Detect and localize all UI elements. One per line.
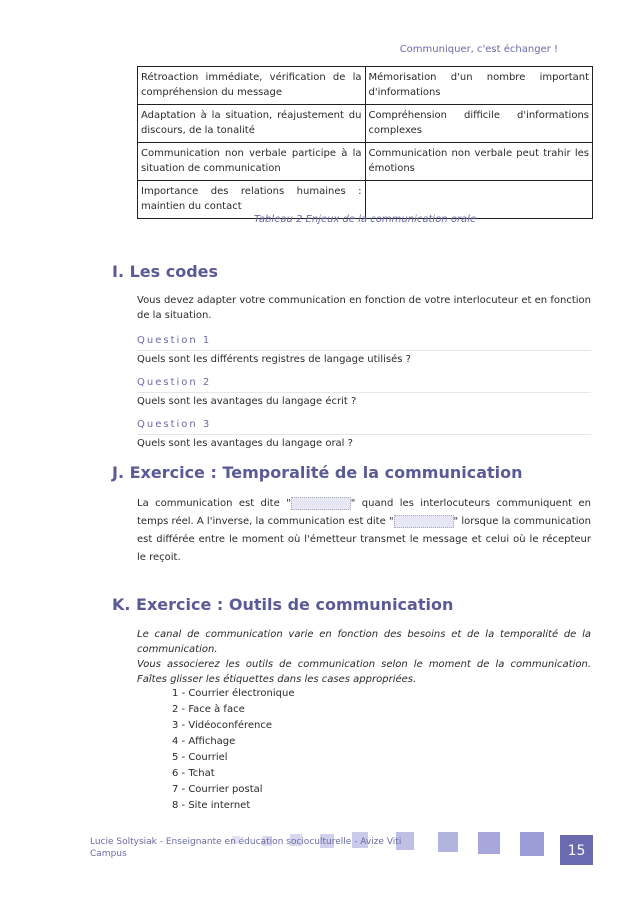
running-header: Communiquer, c'est échanger !	[399, 44, 558, 55]
question-text: Quels sont les différents registres de langage utilisés ?	[137, 350, 591, 367]
table-cell: Importance des relations humaines : maintien du contact	[138, 181, 366, 219]
question-label: Question 1	[137, 335, 212, 346]
draggable-label[interactable]: 6 - Tchat	[172, 768, 215, 779]
draggable-label[interactable]: 4 - Affichage	[172, 736, 236, 747]
question-block	[137, 417, 591, 451]
footer-author: Lucie Soltysiak - Enseignante en éducation socioculturelle - Avize Viti Campus	[90, 837, 402, 859]
question-block	[137, 375, 591, 409]
table-row	[138, 105, 593, 143]
section-title-tools: K. Exercice : Outils de communication	[112, 595, 454, 614]
tools-paragraph: Le canal de communication varie en fonction des besoins et de la temporalité de la communication.	[137, 629, 591, 655]
table-cell: Compréhension difficile d'informations complexes	[365, 105, 593, 143]
table-row	[138, 143, 593, 181]
codes-intro: Vous devez adapter votre communication en fonction de votre interlocuteur et en fonction de la situation.	[137, 295, 591, 321]
issues-table	[137, 66, 593, 219]
tools-instructions	[137, 627, 591, 687]
tools-paragraph: Vous associerez les outils de communication selon le moment de la communication. Faîtes glisser les étiquettes dans les cases appropriées.	[137, 659, 591, 685]
table-caption: Tableau 2 Enjeux de la communication orale	[253, 214, 477, 225]
draggable-label[interactable]: 8 - Site internet	[172, 800, 251, 811]
draggable-label[interactable]: 1 - Courrier électronique	[172, 688, 295, 699]
draggable-label[interactable]: 2 - Face à face	[172, 704, 245, 715]
draggable-label[interactable]: 7 - Courrier postal	[172, 784, 263, 795]
table-row	[138, 67, 593, 105]
exercise-text: " quand les interlocuteurs communiquent en temps réel. A l'inverse, la communication est dite "	[137, 498, 591, 527]
draggable-label[interactable]: 3 - Vidéoconférence	[172, 720, 273, 731]
tools-list	[172, 686, 295, 814]
decorative-square	[520, 832, 544, 856]
table-cell: Rétroaction immédiate, vérification de la compréhension du message	[138, 67, 366, 105]
table-cell: Communication non verbale participe à la situation de communication	[138, 143, 366, 181]
decorative-square	[478, 832, 500, 854]
drop-blank-synchronous[interactable]	[291, 497, 351, 510]
exercise-text: La communication est dite "	[137, 498, 291, 509]
page-number: 15	[560, 835, 593, 865]
table-cell: Mémorisation d'un nombre important d'informations	[365, 67, 593, 105]
exercise-text: " lorsque la communication est différée entre le moment où l'émetteur transmet le message et celui où le récepteur le reçoit.	[137, 516, 591, 563]
question-label: Question 3	[137, 419, 212, 430]
section-title-temporality: J. Exercice : Temporalité de la communication	[112, 463, 523, 482]
table-cell: Adaptation à la situation, réajustement du discours, de la tonalité	[138, 105, 366, 143]
question-label: Question 2	[137, 377, 212, 388]
decorative-square	[438, 832, 458, 852]
temporality-exercise	[137, 495, 591, 567]
question-text: Quels sont les avantages du langage écrit ?	[137, 392, 591, 409]
codes-section	[137, 293, 591, 451]
question-text: Quels sont les avantages du langage oral ?	[137, 434, 591, 451]
question-block	[137, 333, 591, 367]
drop-blank-asynchronous[interactable]	[394, 515, 454, 528]
table-cell: Communication non verbale peut trahir les émotions	[365, 143, 593, 181]
section-title-codes: I. Les codes	[112, 262, 219, 281]
table-row	[138, 181, 593, 219]
draggable-label[interactable]: 5 - Courriel	[172, 752, 228, 763]
table-cell	[365, 181, 593, 219]
